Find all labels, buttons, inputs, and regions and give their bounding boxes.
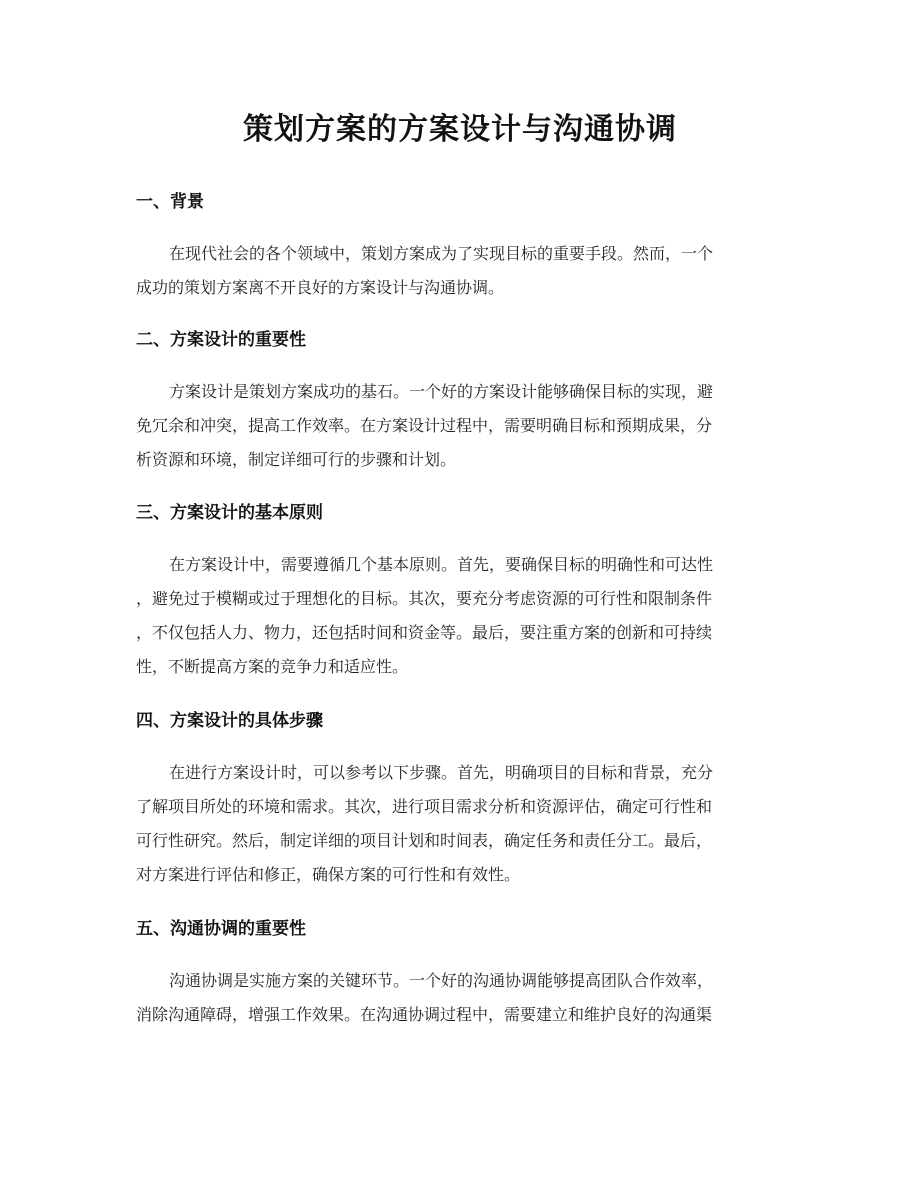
paragraph-line: 可行性研究。然后，制定详细的项目计划和时间表，确定任务和责任分工。最后，	[136, 831, 713, 850]
section-paragraph-communication-importance	[136, 964, 784, 1032]
paragraph-line: 方案设计是策划方案成功的基石。一个好的方案设计能够确保目标的实现，避	[169, 382, 714, 401]
section-heading-design-principles: 三、方案设计的基本原则	[136, 503, 323, 523]
document-title: 策划方案的方案设计与沟通协调	[243, 112, 677, 147]
paragraph-line: 了解项目所处的环境和需求。其次，进行项目需求分析和资源评估，确定可行性和	[136, 797, 713, 816]
paragraph-line: 在方案设计中，需要遵循几个基本原则。首先，要确保目标的明确性和可达性	[169, 555, 714, 574]
paragraph-line: 在进行方案设计时，可以参考以下步骤。首先，明确项目的目标和背景，充分	[169, 763, 714, 782]
paragraph-line: 对方案进行评估和修正，确保方案的可行性和有效性。	[136, 865, 521, 884]
section-paragraph-background	[136, 237, 784, 305]
paragraph-line: 析资源和环境，制定详细可行的步骤和计划。	[136, 450, 457, 469]
section-heading-background: 一、背景	[136, 192, 204, 212]
paragraph-line: 性，不断提高方案的竞争力和适应性。	[136, 657, 409, 676]
section-heading-design-steps: 四、方案设计的具体步骤	[136, 711, 323, 731]
paragraph-line: ，不仅包括人力、物力，还包括时间和资金等。最后，要注重方案的创新和可持续	[136, 623, 713, 642]
paragraph-line: 沟通协调是实施方案的关键环节。一个好的沟通协调能够提高团队合作效率，	[169, 971, 714, 990]
paragraph-line: 在现代社会的各个领域中，策划方案成为了实现目标的重要手段。然而，一个	[169, 244, 714, 263]
section-paragraph-design-steps	[136, 756, 784, 892]
paragraph-line: ，避免过于模糊或过于理想化的目标。其次，要充分考虑资源的可行性和限制条件	[136, 589, 713, 608]
paragraph-line: 消除沟通障碍，增强工作效果。在沟通协调过程中，需要建立和维护良好的沟通渠	[136, 1005, 713, 1024]
section-heading-communication-importance: 五、沟通协调的重要性	[136, 919, 306, 939]
paragraph-line: 成功的策划方案离不开良好的方案设计与沟通协调。	[136, 278, 505, 297]
section-heading-design-importance: 二、方案设计的重要性	[136, 330, 306, 350]
section-paragraph-design-importance	[136, 375, 784, 477]
paragraph-line: 免冗余和冲突，提高工作效率。在方案设计过程中，需要明确目标和预期成果，分	[136, 416, 713, 435]
section-paragraph-design-principles	[136, 548, 784, 684]
